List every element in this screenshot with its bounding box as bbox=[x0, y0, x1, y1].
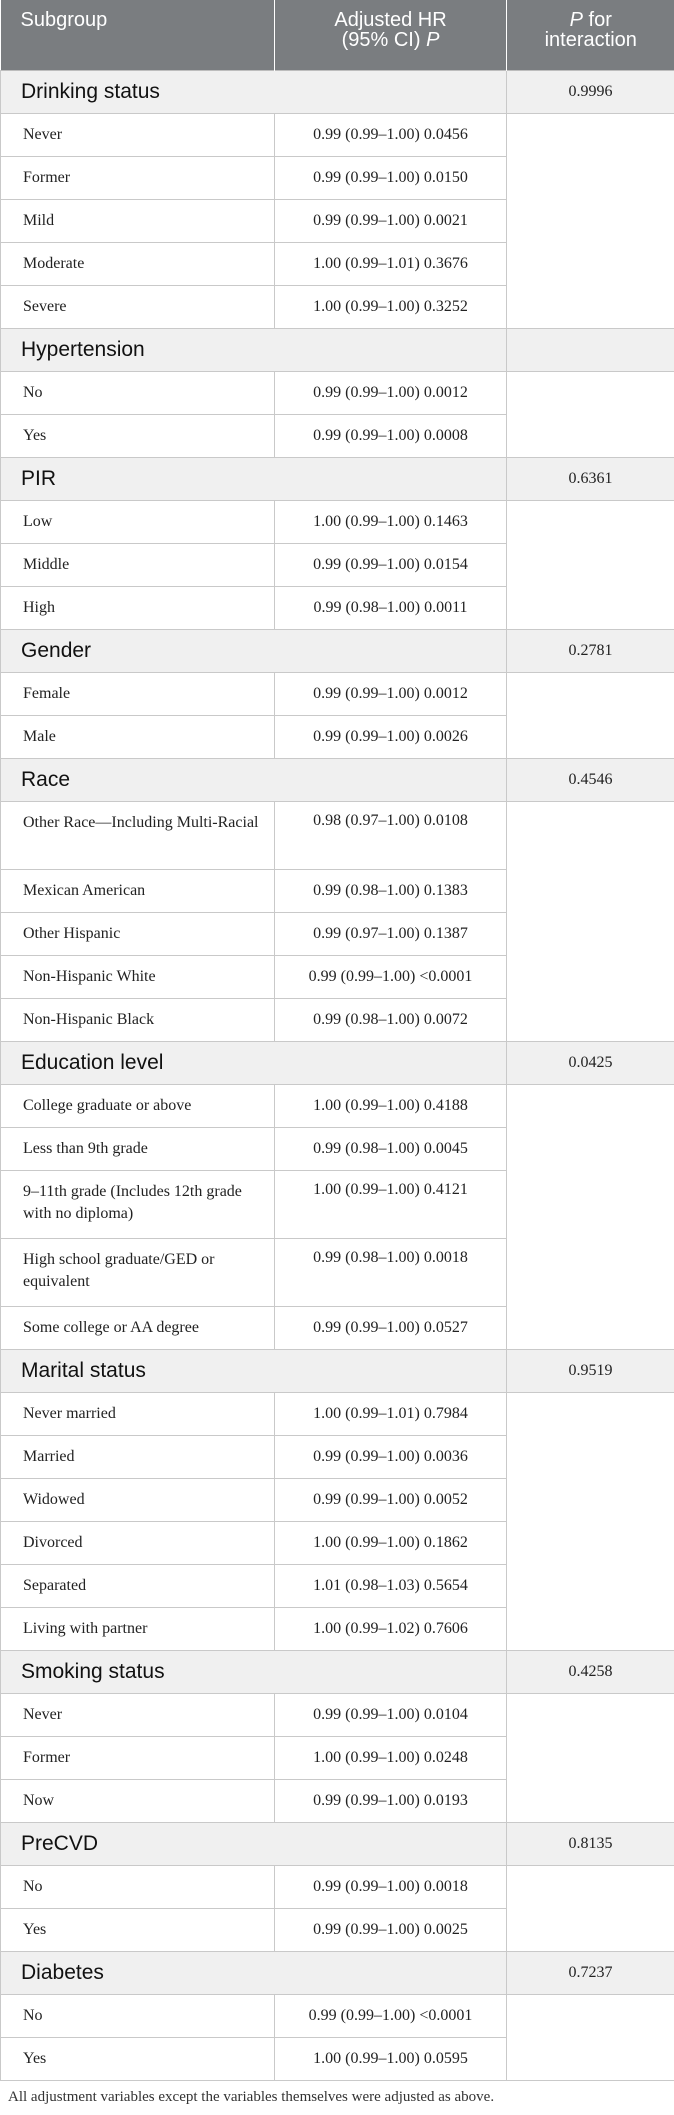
adjusted-hr-value: 0.99 (0.97–1.00) 0.1387 bbox=[275, 912, 507, 955]
table-row bbox=[1, 672, 674, 715]
subgroup-name: Widowed bbox=[1, 1478, 275, 1521]
subgroup-name: Severe bbox=[1, 285, 275, 328]
adjusted-hr-value: 0.99 (0.99–1.00) 0.0104 bbox=[275, 1693, 507, 1736]
subgroup-name: High bbox=[1, 586, 275, 629]
header-p-interaction bbox=[507, 0, 674, 70]
subgroup-name: Non-Hispanic White bbox=[1, 955, 275, 998]
table-row bbox=[1, 1392, 674, 1435]
header-subgroup-label: Subgroup bbox=[20, 9, 108, 31]
group-row bbox=[1, 1349, 674, 1392]
group-name: Smoking status bbox=[1, 1650, 507, 1693]
adjusted-hr-value: 0.99 (0.99–1.00) 0.0527 bbox=[275, 1306, 507, 1349]
group-row bbox=[1, 328, 674, 371]
header-pint-line2: interaction bbox=[544, 29, 637, 51]
adjusted-hr-value: 0.99 (0.98–1.00) 0.0072 bbox=[275, 998, 507, 1041]
table-row bbox=[1, 801, 674, 869]
group-p-interaction: 0.7237 bbox=[507, 1951, 674, 1994]
adjusted-hr-value: 1.00 (0.99–1.00) 0.0595 bbox=[275, 2037, 507, 2080]
adjusted-hr-value: 1.00 (0.99–1.01) 0.3676 bbox=[275, 242, 507, 285]
subgroup-name: Male bbox=[1, 715, 275, 758]
adjusted-hr-value: 1.01 (0.98–1.03) 0.5654 bbox=[275, 1564, 507, 1607]
subgroup-name: High school graduate/GED or equivalent bbox=[1, 1238, 275, 1306]
adjusted-hr-value: 0.99 (0.98–1.00) 0.1383 bbox=[275, 869, 507, 912]
subgroup-name: Yes bbox=[1, 2037, 275, 2080]
interaction-blank-cell bbox=[507, 1392, 674, 1650]
adjusted-hr-value: 0.99 (0.99–1.00) 0.0008 bbox=[275, 414, 507, 457]
subgroup-name: Never bbox=[1, 1693, 275, 1736]
group-name: Drinking status bbox=[1, 70, 507, 113]
header-adjusted-hr bbox=[275, 0, 507, 70]
group-p-interaction: 0.0425 bbox=[507, 1041, 674, 1084]
group-p-interaction: 0.9996 bbox=[507, 70, 674, 113]
group-p-interaction: 0.8135 bbox=[507, 1822, 674, 1865]
subgroup-name: No bbox=[1, 1994, 275, 2037]
table-row bbox=[1, 1994, 674, 2037]
group-row bbox=[1, 1650, 674, 1693]
group-row bbox=[1, 629, 674, 672]
adjusted-hr-value: 0.99 (0.98–1.00) 0.0045 bbox=[275, 1127, 507, 1170]
subgroup-name: College graduate or above bbox=[1, 1084, 275, 1127]
group-row bbox=[1, 1951, 674, 1994]
adjusted-hr-value: 0.99 (0.99–1.00) 0.0025 bbox=[275, 1908, 507, 1951]
table-body bbox=[1, 70, 674, 2080]
group-p-interaction bbox=[507, 328, 674, 371]
subgroup-name: No bbox=[1, 1865, 275, 1908]
header-hr-line2: (95% CI) bbox=[341, 29, 427, 51]
adjusted-hr-value: 0.99 (0.99–1.00) 0.0026 bbox=[275, 715, 507, 758]
subgroup-name: Moderate bbox=[1, 242, 275, 285]
adjusted-hr-value: 0.99 (0.99–1.00) <0.0001 bbox=[275, 955, 507, 998]
subgroup-name: 9–11th grade (Includes 12th grade with no diploma) bbox=[1, 1170, 275, 1238]
adjusted-hr-value: 0.99 (0.99–1.00) 0.0021 bbox=[275, 199, 507, 242]
table-row bbox=[1, 113, 674, 156]
subgroup-name: Mexican American bbox=[1, 869, 275, 912]
subgroup-name: Middle bbox=[1, 543, 275, 586]
adjusted-hr-value: 0.99 (0.99–1.00) 0.0052 bbox=[275, 1478, 507, 1521]
header-pint-for: for bbox=[582, 9, 612, 31]
group-name: Marital status bbox=[1, 1349, 507, 1392]
group-name: Race bbox=[1, 758, 507, 801]
subgroup-name: Living with partner bbox=[1, 1607, 275, 1650]
group-row bbox=[1, 1041, 674, 1084]
group-name: PIR bbox=[1, 457, 507, 500]
group-row bbox=[1, 758, 674, 801]
adjusted-hr-value: 0.99 (0.99–1.00) 0.0012 bbox=[275, 371, 507, 414]
interaction-blank-cell bbox=[507, 801, 674, 1041]
subgroup-name: Never bbox=[1, 113, 275, 156]
table-row bbox=[1, 500, 674, 543]
group-p-interaction: 0.2781 bbox=[507, 629, 674, 672]
adjusted-hr-value: 1.00 (0.99–1.02) 0.7606 bbox=[275, 1607, 507, 1650]
adjusted-hr-value: 0.99 (0.99–1.00) 0.0150 bbox=[275, 156, 507, 199]
adjusted-hr-value: 1.00 (0.99–1.00) 0.4188 bbox=[275, 1084, 507, 1127]
group-row bbox=[1, 70, 674, 113]
interaction-blank-cell bbox=[507, 1693, 674, 1822]
adjusted-hr-value: 1.00 (0.99–1.00) 0.0248 bbox=[275, 1736, 507, 1779]
table-row bbox=[1, 371, 674, 414]
header-pint-p: P bbox=[569, 9, 583, 31]
header-subgroup bbox=[1, 0, 275, 70]
subgroup-name: Former bbox=[1, 156, 275, 199]
header-hr-line1: Adjusted HR bbox=[334, 9, 447, 31]
interaction-blank-cell bbox=[507, 113, 674, 328]
subgroup-name: Now bbox=[1, 1779, 275, 1822]
adjusted-hr-value: 0.99 (0.99–1.00) 0.0456 bbox=[275, 113, 507, 156]
subgroup-name: Some college or AA degree bbox=[1, 1306, 275, 1349]
group-p-interaction: 0.6361 bbox=[507, 457, 674, 500]
group-name: Diabetes bbox=[1, 1951, 507, 1994]
adjusted-hr-value: 0.98 (0.97–1.00) 0.0108 bbox=[275, 801, 507, 869]
subgroup-name: No bbox=[1, 371, 275, 414]
interaction-blank-cell bbox=[507, 371, 674, 457]
group-row bbox=[1, 1822, 674, 1865]
subgroup-name: Yes bbox=[1, 414, 275, 457]
subgroup-name: Married bbox=[1, 1435, 275, 1478]
interaction-blank-cell bbox=[507, 1084, 674, 1349]
subgroup-name: Other Hispanic bbox=[1, 912, 275, 955]
group-name: Hypertension bbox=[1, 328, 507, 371]
interaction-blank-cell bbox=[507, 1994, 674, 2080]
table-header bbox=[1, 0, 674, 70]
interaction-blank-cell bbox=[507, 500, 674, 629]
interaction-blank-cell bbox=[507, 1865, 674, 1951]
group-p-interaction: 0.9519 bbox=[507, 1349, 674, 1392]
group-name: Gender bbox=[1, 629, 507, 672]
adjusted-hr-value: 0.99 (0.99–1.00) 0.0012 bbox=[275, 672, 507, 715]
group-name: PreCVD bbox=[1, 1822, 507, 1865]
adjusted-hr-value: 0.99 (0.98–1.00) 0.0018 bbox=[275, 1238, 507, 1306]
group-name: Education level bbox=[1, 1041, 507, 1084]
subgroup-name: Other Race—Including Multi-Racial bbox=[1, 801, 275, 869]
table-row bbox=[1, 1084, 674, 1127]
subgroup-name: Less than 9th grade bbox=[1, 1127, 275, 1170]
adjusted-hr-value: 1.00 (0.99–1.00) 0.1463 bbox=[275, 500, 507, 543]
adjusted-hr-value: 1.00 (0.99–1.00) 0.1862 bbox=[275, 1521, 507, 1564]
adjusted-hr-value: 1.00 (0.99–1.01) 0.7984 bbox=[275, 1392, 507, 1435]
subgroup-name: Yes bbox=[1, 1908, 275, 1951]
header-row bbox=[1, 0, 674, 70]
subgroup-name: Low bbox=[1, 500, 275, 543]
adjusted-hr-value: 0.99 (0.98–1.00) 0.0011 bbox=[275, 586, 507, 629]
adjusted-hr-value: 0.99 (0.99–1.00) <0.0001 bbox=[275, 1994, 507, 2037]
group-row bbox=[1, 457, 674, 500]
subgroup-name: Separated bbox=[1, 1564, 275, 1607]
interaction-blank-cell bbox=[507, 672, 674, 758]
adjusted-hr-value: 1.00 (0.99–1.00) 0.4121 bbox=[275, 1170, 507, 1238]
header-hr-p: P bbox=[426, 29, 440, 51]
adjusted-hr-value: 1.00 (0.99–1.00) 0.3252 bbox=[275, 285, 507, 328]
group-p-interaction: 0.4546 bbox=[507, 758, 674, 801]
adjusted-hr-value: 0.99 (0.99–1.00) 0.0193 bbox=[275, 1779, 507, 1822]
table-row bbox=[1, 1693, 674, 1736]
subgroup-name: Divorced bbox=[1, 1521, 275, 1564]
adjusted-hr-value: 0.99 (0.99–1.00) 0.0018 bbox=[275, 1865, 507, 1908]
subgroup-name: Former bbox=[1, 1736, 275, 1779]
table-footnote: All adjustment variables except the variables themselves were adjusted as above. bbox=[8, 2089, 495, 2105]
adjusted-hr-value: 0.99 (0.99–1.00) 0.0036 bbox=[275, 1435, 507, 1478]
subgroup-name: Non-Hispanic Black bbox=[1, 998, 275, 1041]
subgroup-name: Mild bbox=[1, 199, 275, 242]
table-row bbox=[1, 1865, 674, 1908]
subgroup-name: Female bbox=[1, 672, 275, 715]
subgroup-name: Never married bbox=[1, 1392, 275, 1435]
group-p-interaction: 0.4258 bbox=[507, 1650, 674, 1693]
adjusted-hr-value: 0.99 (0.99–1.00) 0.0154 bbox=[275, 543, 507, 586]
